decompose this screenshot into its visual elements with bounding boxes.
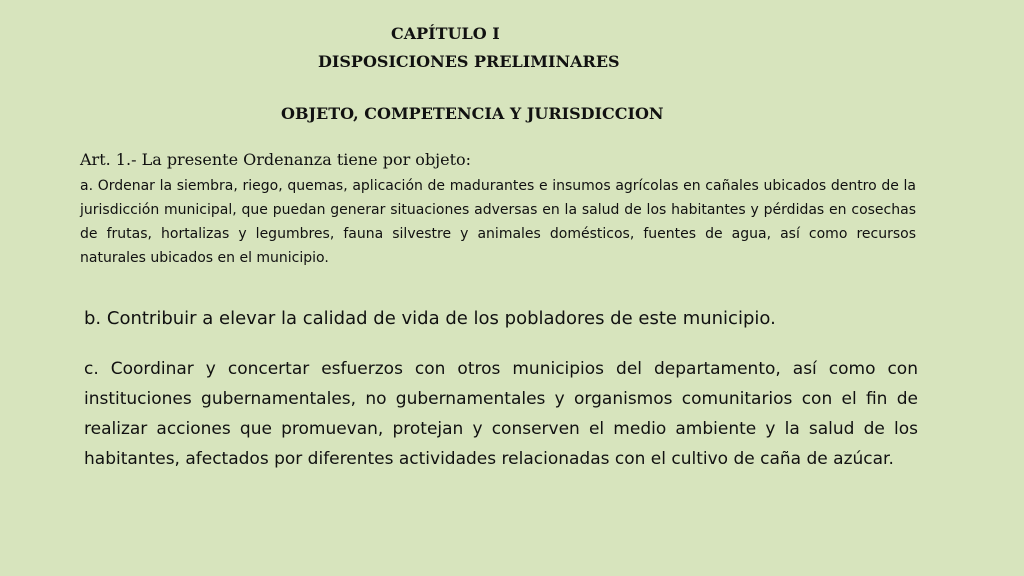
chapter-heading: CAPÍTULO I	[391, 24, 500, 43]
clause-a: a. Ordenar la siembra, riego, quemas, aplicación de madurantes e insumos agrícolas en cañales ubicados dentro de la jurisdicción municipal, que puedan generar situaciones adversas en la salud de los habitantes y pérdidas en cosechas de frutas, hortalizas y legumbres, fauna silvestre y animales domésticos, fuentes de agua, así como recursos naturales ubicados en el municipio.	[80, 178, 916, 266]
chapter-subtitle: DISPOSICIONES PRELIMINARES	[318, 52, 620, 71]
section-title: OBJETO, COMPETENCIA Y JURISDICCION	[281, 104, 664, 123]
clause-b: b. Contribuir a elevar la calidad de vida de los pobladores de este municipio.	[84, 308, 776, 329]
clause-c: c. Coordinar y concertar esfuerzos con otros municipios del departamento, así como con instituciones gubernamentales, no gubernamentales y organismos comunitarios con el fin de realizar acciones que promuevan, protejan y conserven el medio ambiente y la salud de los habitantes, afectados por diferentes actividades relacionadas con el cultivo de caña de azúcar.	[84, 359, 918, 469]
article-intro: Art. 1.- La presente Ordenanza tiene por objeto:	[80, 150, 472, 169]
